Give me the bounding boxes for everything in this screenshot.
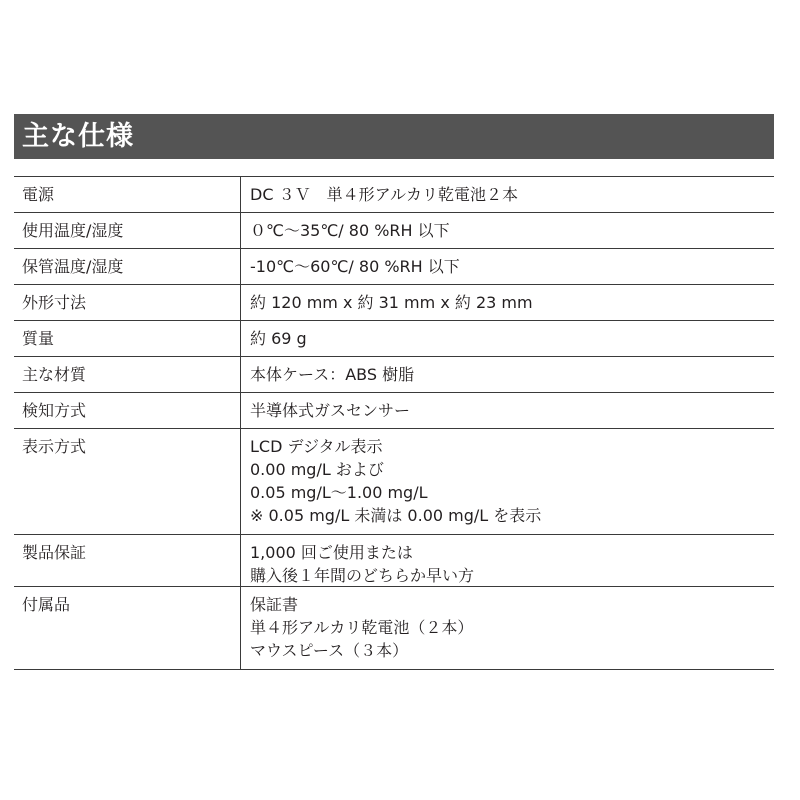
spec-value-line: 半導体式ガスセンサー <box>250 401 411 420</box>
spec-row <box>14 356 774 392</box>
spec-value-cell <box>241 587 774 669</box>
page-title: 主な仕様 <box>22 121 134 152</box>
spec-value-line: LCD デジタル表示 <box>250 437 383 456</box>
spec-row <box>14 392 774 428</box>
spec-value-line: ※ 0.05 mg/L 未満は 0.00 mg/L を表示 <box>250 506 542 525</box>
spec-label: 検知方式 <box>14 393 241 428</box>
spec-value-cell <box>241 285 774 320</box>
spec-value-cell <box>241 321 774 356</box>
spec-value-cell <box>241 393 774 428</box>
spec-value-cell <box>241 249 774 284</box>
spec-value-line: 0.05 mg/L～1.00 mg/L <box>250 483 428 502</box>
spec-value-line: 本体ケース：ABS 樹脂 <box>250 365 415 384</box>
spec-value-cell <box>241 177 774 212</box>
spec-row <box>14 284 774 320</box>
spec-value-line: -10℃～60℃/ 80 %RH 以下 <box>250 257 460 276</box>
spec-label: 保管温度/湿度 <box>14 249 241 284</box>
spec-label: 主な材質 <box>14 357 241 392</box>
spec-value-line: 購入後１年間のどちらか早い方 <box>250 566 475 585</box>
spec-value-line: ０℃～35℃/ 80 %RH 以下 <box>250 221 450 240</box>
spec-value-cell <box>241 213 774 248</box>
spec-value-line: 0.00 mg/L および <box>250 460 384 479</box>
spec-value-line: 1,000 回ご使用または <box>250 543 413 562</box>
spec-label: 電源 <box>14 177 241 212</box>
spec-row <box>14 248 774 284</box>
spec-table <box>14 176 774 670</box>
spec-value-line: DC ３Ｖ 単４形アルカリ乾電池２本 <box>250 185 518 204</box>
spec-value-cell <box>241 357 774 392</box>
spec-value-line: マウスピース（３本） <box>250 641 409 660</box>
spec-value-line: 単４形アルカリ乾電池（２本） <box>250 618 474 637</box>
spec-value-line: 保証書 <box>250 595 299 614</box>
spec-row <box>14 176 774 212</box>
spec-row <box>14 428 774 534</box>
spec-row <box>14 320 774 356</box>
spec-row <box>14 586 774 670</box>
spec-row <box>14 212 774 248</box>
spec-label: 使用温度/湿度 <box>14 213 241 248</box>
spec-value-line: 約 69 g <box>250 329 307 348</box>
spec-value-cell <box>241 535 774 586</box>
spec-label: 付属品 <box>14 587 241 669</box>
spec-value-cell <box>241 429 774 534</box>
spec-row <box>14 534 774 586</box>
spec-label: 質量 <box>14 321 241 356</box>
spec-label: 外形寸法 <box>14 285 241 320</box>
spec-label: 製品保証 <box>14 535 241 586</box>
spec-value-line: 約 120 mm x 約 31 mm x 約 23 mm <box>250 293 533 312</box>
spec-label: 表示方式 <box>14 429 241 534</box>
